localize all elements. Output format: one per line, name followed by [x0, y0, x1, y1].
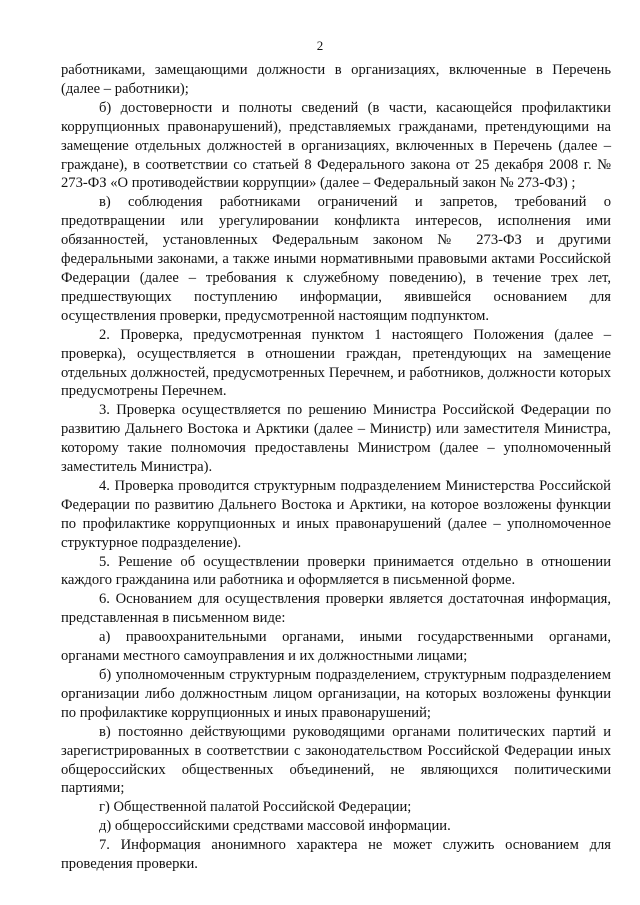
paragraph-item-b-reliability: б) достоверности и полноты сведений (в части, касающейся профилактики коррупционных правонарушений), представляемых гражданами, претендующими на замещение отдельных должностей в организациях, включенных в Перечень (далее – граждане), в соответствии со статьей 8 Федерального закона от 25 декабря 2008 г. № 273-ФЗ «О противодействии коррупции» (далее – Федеральный закон № 273-ФЗ) ;	[61, 99, 611, 192]
paragraph-point-6-v: в) постоянно действующими руководящими органами политических партий и зарегистрированных в соответствии с законодательством Российской Федерации иных общероссийских общественных объединений, не являющихся политическими партиями;	[61, 723, 611, 797]
paragraph-point-3: 3. Проверка осуществляется по решению Министра Российской Федерации по развитию Дальнего Востока и Арктики (далее – Министр) или заместителя Министра, которому такие полномочия предоставлены Министром (далее – уполномоченный заместитель Министра).	[61, 402, 611, 476]
paragraph-point-6: 6. Основанием для осуществления проверки является достаточная информация, представленная в письменном виде:	[61, 591, 611, 627]
paragraph-point-7: 7. Информация анонимного характера не может служить основанием для проведения проверки.	[61, 837, 611, 873]
paragraph-item-v-compliance: в) соблюдения работниками ограничений и запретов, требований о предотвращении или урегулировании конфликта интересов, исполнения ими обязанностей, установленных Федеральным законом № 273-ФЗ и другими федеральными законами, а также иными нормативными правовыми актами Российской Федерации (далее – требования к служебному поведению), в течение трех лет, предшествующих поступлению информации, явившейся основанием для осуществления проверки, предусмотренной настоящим подпунктом.	[61, 194, 611, 324]
paragraph-point-4: 4. Проверка проводится структурным подразделением Министерства Российской Федерации по развитию Дальнего Востока и Арктики, на которое возложены функции по профилактике коррупционных и иных правонарушений (далее – уполномоченное структурное подразделение).	[61, 477, 611, 551]
page-number: 2	[316, 38, 324, 53]
paragraph-point-6-a: а) правоохранительными органами, иными государственными органами, органами местного самоуправления и их должностными лицами;	[61, 629, 611, 665]
document-body	[61, 61, 611, 874]
paragraph-point-5: 5. Решение об осуществлении проверки принимается отдельно в отношении каждого гражданина или работника и оформляется в письменной форме.	[61, 553, 611, 589]
paragraph-point-6-d: д) общероссийскими средствами массовой информации.	[99, 818, 451, 835]
paragraph-continuation: работниками, замещающими должности в организациях, включенные в Перечень (далее – работники);	[61, 62, 611, 97]
paragraph-point-2: 2. Проверка, предусмотренная пунктом 1 настоящего Положения (далее – проверка), осуществляется в отношении граждан, претендующих на замещение отдельных должностей, предусмотренных Перечнем, и работников, должности которых предусмотрены Перечнем.	[61, 326, 611, 400]
paragraph-point-6-g: г) Общественной палатой Российской Федерации;	[99, 799, 412, 816]
paragraph-point-6-b: б) уполномоченным структурным подразделением, структурным подразделением организации либо должностным лицом организации, на которых возложены функции по профилактике коррупционных и иных правонарушений;	[61, 667, 611, 721]
